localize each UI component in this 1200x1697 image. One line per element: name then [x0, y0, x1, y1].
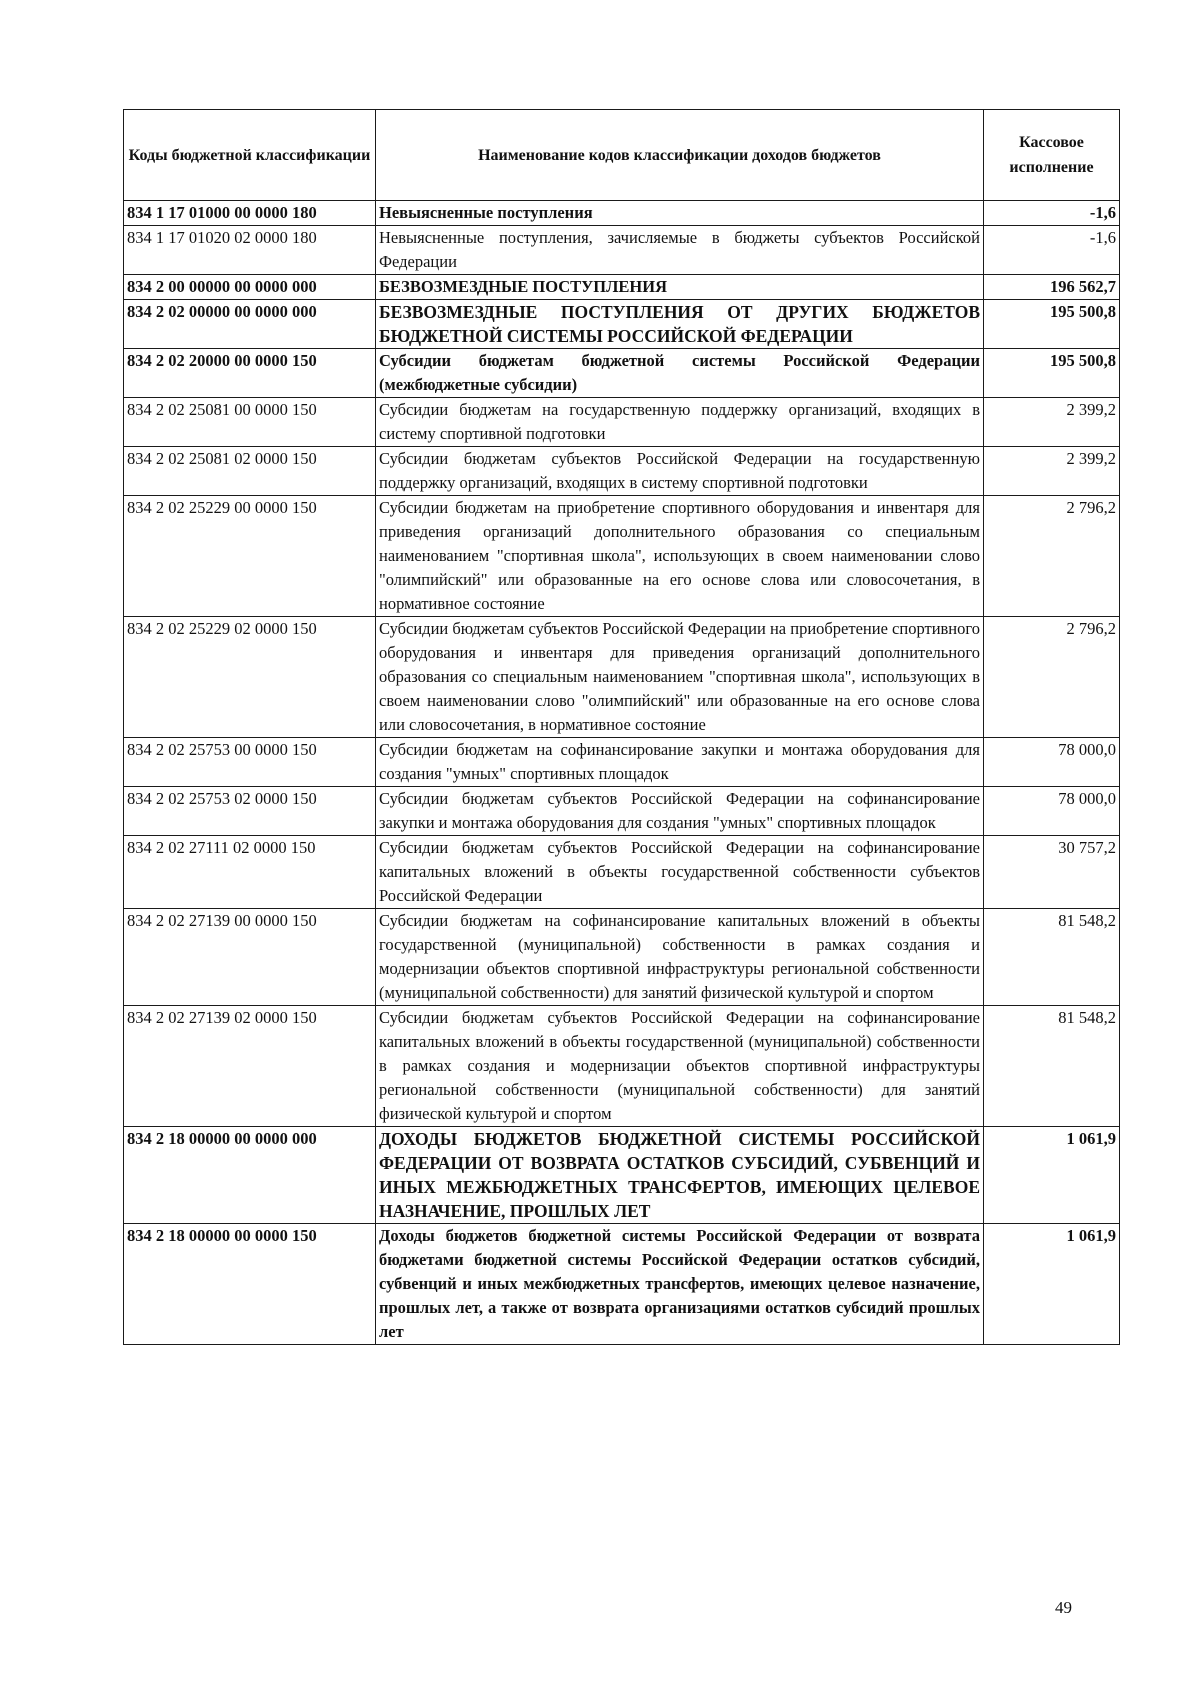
- header-code: Коды бюджетной классификации: [124, 110, 376, 201]
- row-code: 834 1 17 01020 02 0000 180: [124, 226, 376, 275]
- row-code: 834 2 02 25753 00 0000 150: [124, 738, 376, 787]
- row-amount: 78 000,0: [984, 738, 1120, 787]
- row-amount: 81 548,2: [984, 1006, 1120, 1127]
- row-amount: -1,6: [984, 201, 1120, 226]
- row-name: Субсидии бюджетам на приобретение спортивного оборудования и инвентаря для приведения организаций дополнительного образования со специальным наименованием "спортивная школа", использующих в своем наименовании слово "олимпийский" или образованные на его основе слова или словосочетания, в нормативное состояние: [376, 496, 984, 617]
- row-code: 834 2 18 00000 00 0000 150: [124, 1224, 376, 1345]
- row-amount: 1 061,9: [984, 1224, 1120, 1345]
- row-amount: 2 399,2: [984, 447, 1120, 496]
- row-code: 834 2 02 25229 00 0000 150: [124, 496, 376, 617]
- row-amount: 195 500,8: [984, 300, 1120, 349]
- header-amount: Кассовое исполнение: [984, 110, 1120, 201]
- row-code: 834 2 18 00000 00 0000 000: [124, 1127, 376, 1224]
- table-row: [124, 836, 1120, 909]
- table-row: [124, 1224, 1120, 1345]
- row-amount: 2 796,2: [984, 496, 1120, 617]
- row-name: Субсидии бюджетам субъектов Российской Федерации на софинансирование капитальных вложений в объекты государственной собственности субъектов Российской Федерации: [376, 836, 984, 909]
- row-name: Субсидии бюджетам субъектов Российской Федерации на софинансирование капитальных вложений в объекты государственной (муниципальной) собственности в рамках создания и модернизации объектов спортивной инфраструктуры региональной собственности (муниципальной собственности) для занятий физической культурой и спортом: [376, 1006, 984, 1127]
- row-code: 834 2 02 00000 00 0000 000: [124, 300, 376, 349]
- row-code: 834 2 02 27139 02 0000 150: [124, 1006, 376, 1127]
- row-name: БЕЗВОЗМЕЗДНЫЕ ПОСТУПЛЕНИЯ: [376, 275, 984, 300]
- table-row: [124, 349, 1120, 398]
- row-amount: 195 500,8: [984, 349, 1120, 398]
- table-row: [124, 1006, 1120, 1127]
- budget-revenue-table: [123, 109, 1120, 1345]
- table-row: [124, 226, 1120, 275]
- row-amount: 1 061,9: [984, 1127, 1120, 1224]
- row-code: 834 2 02 25229 02 0000 150: [124, 617, 376, 738]
- table-row: [124, 909, 1120, 1006]
- row-code: 834 2 00 00000 00 0000 000: [124, 275, 376, 300]
- row-name: Субсидии бюджетам на софинансирование капитальных вложений в объекты государственной (муниципальной) собственности в рамках создания и модернизации объектов спортивной инфраструктуры региональной собственности (муниципальной собственности) для занятий физической культурой и спортом: [376, 909, 984, 1006]
- row-amount: 196 562,7: [984, 275, 1120, 300]
- table-row: [124, 617, 1120, 738]
- row-amount: 78 000,0: [984, 787, 1120, 836]
- row-name: Доходы бюджетов бюджетной системы Российской Федерации от возврата бюджетами бюджетной системы Российской Федерации остатков субсидий, субвенций и иных межбюджетных трансфертов, имеющих целевое назначение, прошлых лет, а также от возврата организациями остатков субсидий прошлых лет: [376, 1224, 984, 1345]
- row-amount: 81 548,2: [984, 909, 1120, 1006]
- header-name: Наименование кодов классификации доходов бюджетов: [376, 110, 984, 201]
- table-row: [124, 300, 1120, 349]
- row-amount: -1,6: [984, 226, 1120, 275]
- table-row: [124, 738, 1120, 787]
- row-name: Невыясненные поступления: [376, 201, 984, 226]
- table-row: [124, 275, 1120, 300]
- row-name: Субсидии бюджетам субъектов Российской Федерации на государственную поддержку организаций, входящих в систему спортивной подготовки: [376, 447, 984, 496]
- row-code: 834 2 02 20000 00 0000 150: [124, 349, 376, 398]
- row-code: 834 2 02 25081 02 0000 150: [124, 447, 376, 496]
- table-row: [124, 447, 1120, 496]
- table-row: [124, 1127, 1120, 1224]
- table-row: [124, 496, 1120, 617]
- row-name: Субсидии бюджетам на софинансирование закупки и монтажа оборудования для создания "умных" спортивных площадок: [376, 738, 984, 787]
- row-code: 834 2 02 27139 00 0000 150: [124, 909, 376, 1006]
- row-code: 834 2 02 27111 02 0000 150: [124, 836, 376, 909]
- row-code: 834 1 17 01000 00 0000 180: [124, 201, 376, 226]
- row-name: БЕЗВОЗМЕЗДНЫЕ ПОСТУПЛЕНИЯ ОТ ДРУГИХ БЮДЖЕТОВ БЮДЖЕТНОЙ СИСТЕМЫ РОССИЙСКОЙ ФЕДЕРАЦИИ: [376, 300, 984, 349]
- row-code: 834 2 02 25753 02 0000 150: [124, 787, 376, 836]
- row-amount: 30 757,2: [984, 836, 1120, 909]
- table-header-row: [124, 110, 1120, 201]
- row-name: Невыясненные поступления, зачисляемые в бюджеты субъектов Российской Федерации: [376, 226, 984, 275]
- row-name: Субсидии бюджетам бюджетной системы Российской Федерации (межбюджетные субсидии): [376, 349, 984, 398]
- row-amount: 2 796,2: [984, 617, 1120, 738]
- row-name: Субсидии бюджетам субъектов Российской Федерации на приобретение спортивного оборудования и инвентаря для приведения организаций дополнительного образования со специальным наименованием "спортивная школа", использующих в своем наименовании слово "олимпийский" или образованные на его основе слова или словосочетания, в нормативное состояние: [376, 617, 984, 738]
- table-row: [124, 201, 1120, 226]
- table-row: [124, 787, 1120, 836]
- page-number: 49: [1055, 1598, 1072, 1617]
- row-name: Субсидии бюджетам на государственную поддержку организаций, входящих в систему спортивной подготовки: [376, 398, 984, 447]
- row-name: Субсидии бюджетам субъектов Российской Федерации на софинансирование закупки и монтажа оборудования для создания "умных" спортивных площадок: [376, 787, 984, 836]
- table-row: [124, 398, 1120, 447]
- row-code: 834 2 02 25081 00 0000 150: [124, 398, 376, 447]
- row-amount: 2 399,2: [984, 398, 1120, 447]
- row-name: ДОХОДЫ БЮДЖЕТОВ БЮДЖЕТНОЙ СИСТЕМЫ РОССИЙСКОЙ ФЕДЕРАЦИИ ОТ ВОЗВРАТА ОСТАТКОВ СУБСИДИЙ, СУБВЕНЦИЙ И ИНЫХ МЕЖБЮДЖЕТНЫХ ТРАНСФЕРТОВ, ИМЕЮЩИХ ЦЕЛЕВОЕ НАЗНАЧЕНИЕ, ПРОШЛЫХ ЛЕТ: [376, 1127, 984, 1224]
